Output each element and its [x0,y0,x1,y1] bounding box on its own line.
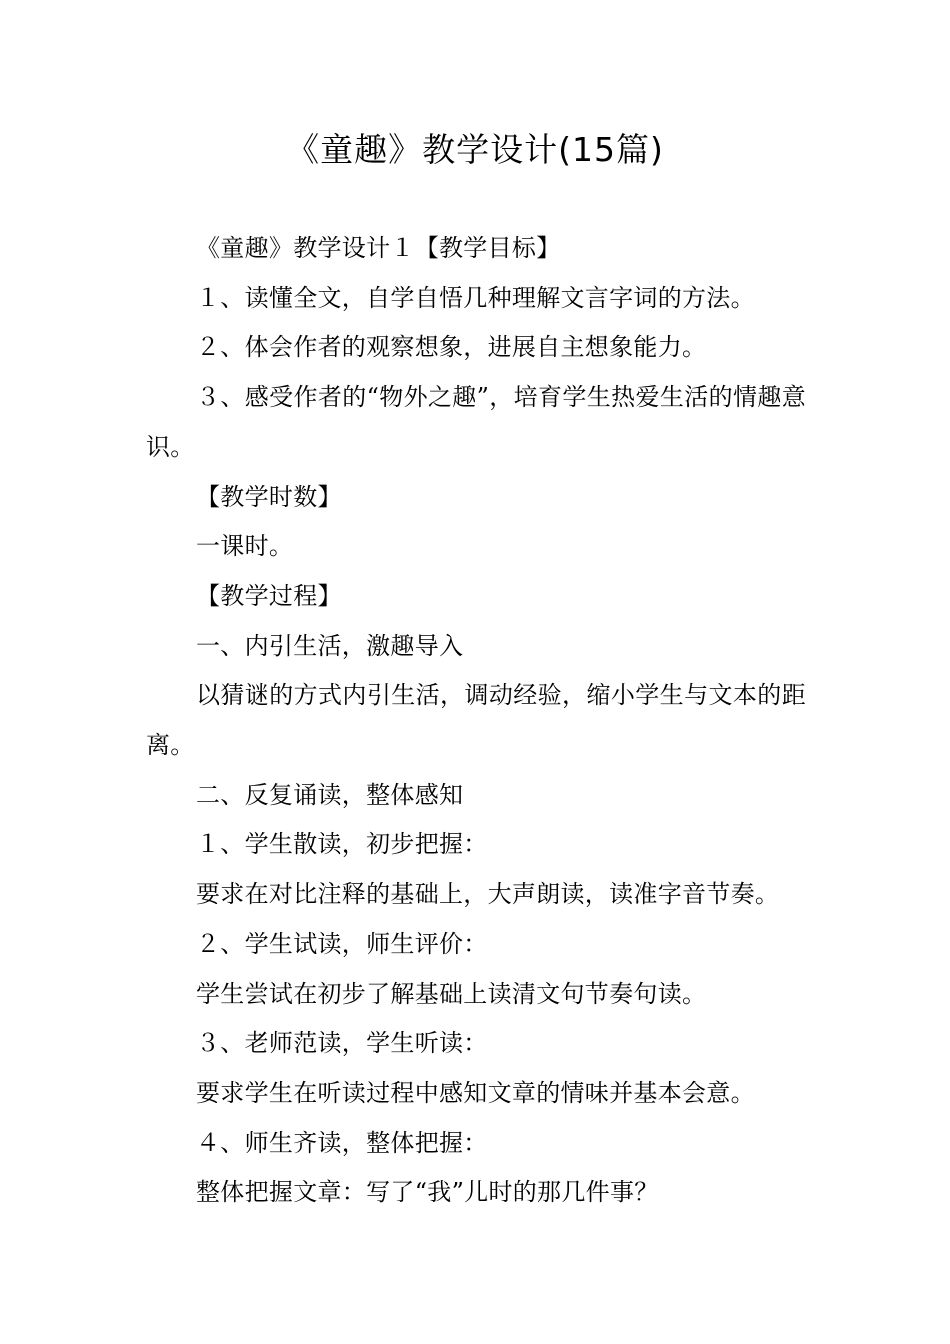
paragraph-substep-2-body: 学生尝试在初步了解基础上读清文句节奏句读。 [196,979,707,1008]
paragraph-objective-3: ３、感受作者的“物外之趣”，培育学生热爱生活的情趣意识。 [146,383,806,461]
paragraph-heading-objectives: 《童趣》教学设计１【教学目标】 [196,234,561,262]
paragraph-substep-2: ２、学生试读，师生评价： [196,929,488,958]
paragraph-objective-2: ２、体会作者的观察想象，进展自主想象能力。 [196,333,707,362]
paragraph-substep-1-body: 要求在对比注释的基础上，大声朗读，读准字音节奏。 [196,880,780,909]
paragraph-step-2-title: 二、反复诵读，整体感知 [196,780,464,809]
paragraph-step-1-title: 一、内引生活，激趣导入 [196,631,464,660]
paragraph-heading-hours: 【教学时数】 [196,482,342,511]
paragraph-heading-process: 【教学过程】 [196,581,342,610]
paragraph-objective-1: １、读懂全文，自学自悟几种理解文言字词的方法。 [196,283,755,312]
paragraph-step-1-body: 以猜谜的方式内引生活，调动经验，缩小学生与文本的距离。 [146,681,806,760]
paragraph-hours: 一课时。 [196,532,294,561]
document-title: 《童趣》教学设计(15篇) [286,130,664,169]
paragraph-substep-1: １、学生散读，初步把握： [196,830,488,859]
paragraph-substep-4-body: 整体把握文章：写了“我”儿时的那几件事？ [196,1178,659,1207]
paragraph-substep-3: ３、老师范读，学生听读： [196,1029,488,1058]
paragraph-substep-3-body: 要求学生在听读过程中感知文章的情味并基本会意。 [196,1078,755,1107]
document-body [146,224,806,1218]
paragraph-substep-4: ４、师生齐读，整体把握： [196,1128,488,1157]
